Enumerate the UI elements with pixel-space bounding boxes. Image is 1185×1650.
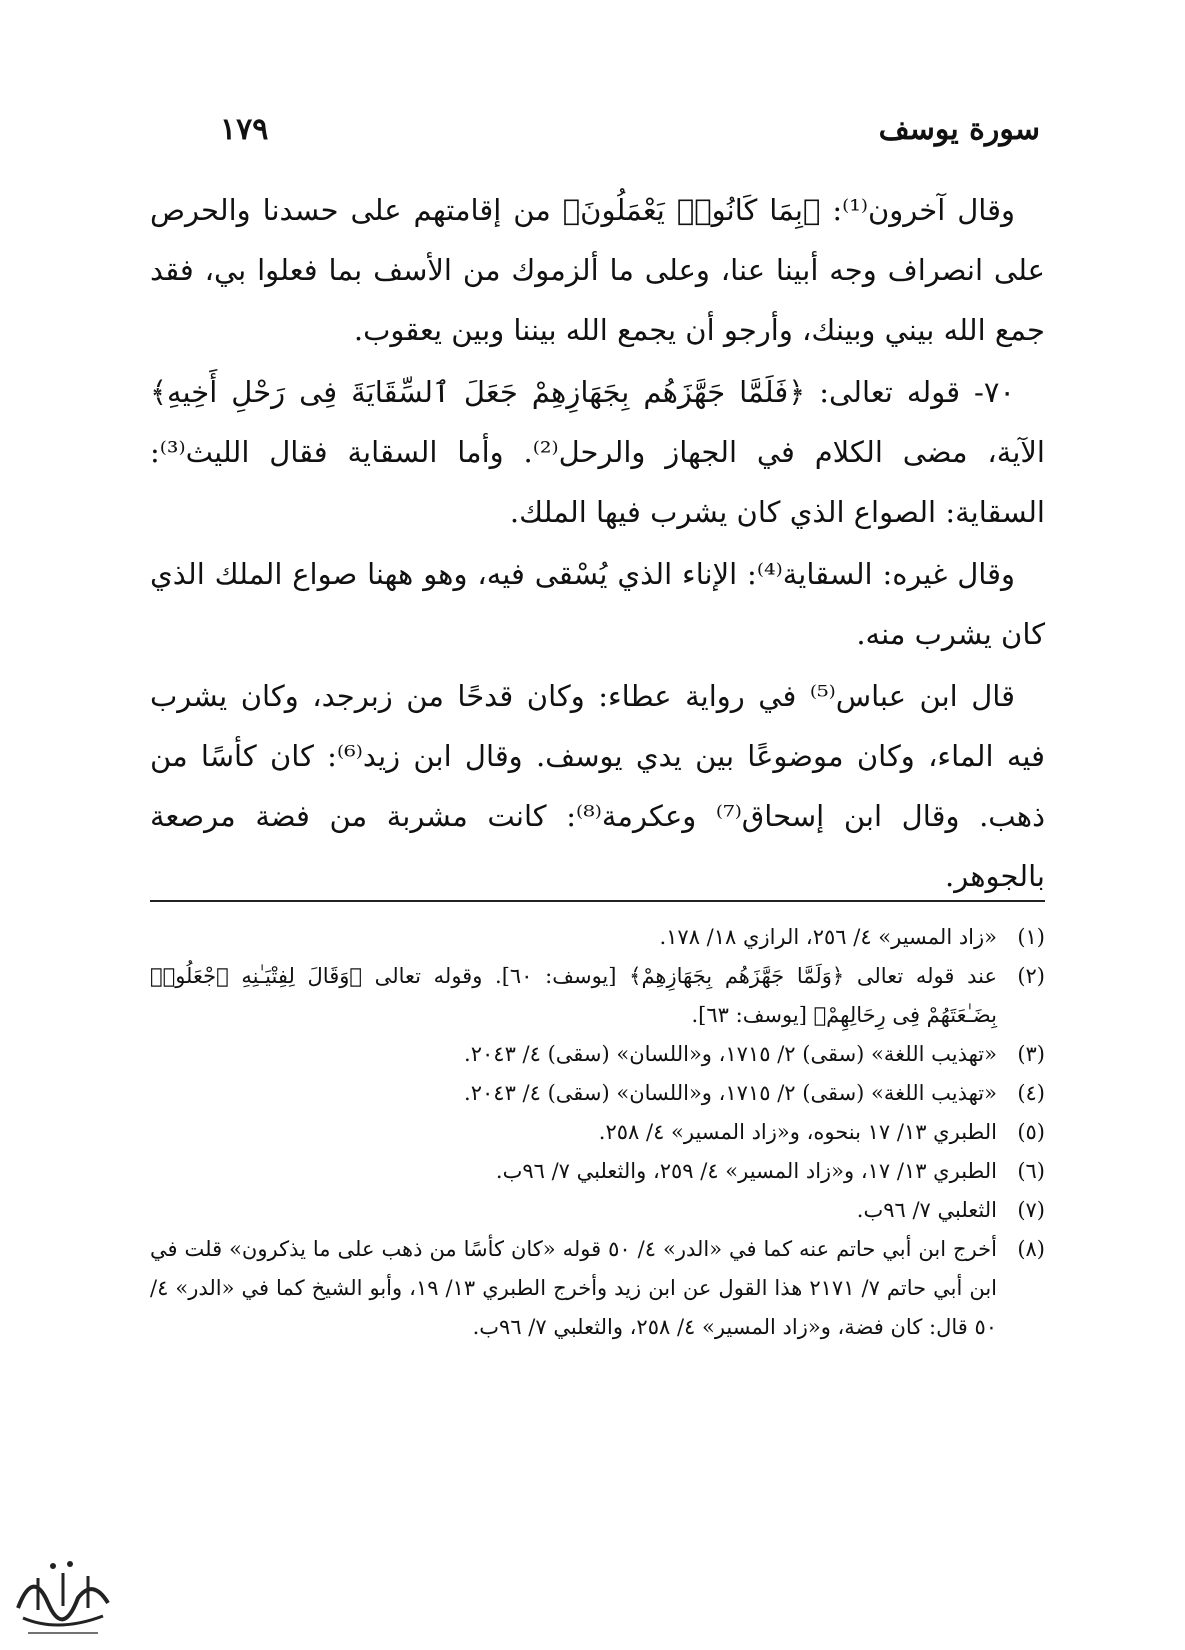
footnote-text: الطبري ١٣/ ١٧، و«زاد المسير» ٤/ ٢٥٩، والثعلبي ٧/ ٩٦ب. [495,1159,997,1183]
paragraph-1: وقال آخرون⁽¹⁾: ﴿بِمَا كَانُوا۟ يَعْمَلُونَ﴾ من إقامتهم على حسدنا والحرص على انصراف وجه أبينا عنا، وعلى ما ألزموك من الأسف بما فعلوا بي، فقد جمع الله بيني وبينك، وأرجو أن يجمع الله بيننا وبين يعقوب. [150,193,1045,347]
footnote-number: (٢) [1017,964,1045,988]
footnote-item [150,1113,1045,1152]
footnote-text: «زاد المسير» ٤/ ٢٥٦، الرازي ١٨/ ١٧٨. [659,925,997,949]
footnote-item [150,1191,1045,1230]
footnote-item [150,918,1045,957]
surah-title: سورة يوسف [878,112,1040,147]
footnote-text: الثعلبي ٧/ ٩٦ب. [856,1198,997,1222]
footnote-text: أخرج ابن أبي حاتم عنه كما في «الدر» ٤/ ٥٠ قوله «كان كأسًا من ذهب على ما يذكرون» قلت في ابن أبي حاتم ٧/ ٢١٧١ هذا القول عن ابن زيد وأخرج الطبري ١٣/ ١٩، وأبو الشيخ كما في «الدر» ٤/ ٥٠ قال: كان فضة، و«زاد المسير» ٤/ ٢٥٨، والثعلبي ٧/ ٩٦ب. [150,1237,998,1339]
footnote-text: الطبري ١٣/ ١٧ بنحوه، و«زاد المسير» ٤/ ٢٥٨. [598,1120,997,1144]
footnote-number: (٣) [1017,1042,1045,1066]
footnote-number: (٧) [1017,1198,1045,1222]
footnote-text: «تهذيب اللغة» (سقى) ٢/ ١٧١٥، و«اللسان» (سقى) ٤/ ٢٠٤٣. [464,1081,997,1105]
footnote-item [150,957,1045,1035]
page-number: ١٧٩ [220,112,269,147]
footnote-text: «تهذيب اللغة» (سقى) ٢/ ١٧١٥، و«اللسان» (سقى) ٤/ ٢٠٤٣. [464,1042,997,1066]
footnote-number: (٦) [1017,1159,1045,1183]
page-header [150,112,1040,162]
main-text [150,180,1045,908]
almoshahem-logo-icon [8,1548,118,1643]
footnote-number: (٥) [1017,1120,1045,1144]
footnote-text: عند قوله تعالى ﴿وَلَمَّا جَهَّزَهُم بِجَهَازِهِمْ﴾ [يوسف: ٦٠]. وقوله تعالى ﴿وَقَالَ لِفِتْيَـٰنِهِ ٱجْعَلُوا۟ بِضَـٰعَتَهُمْ فِى رِحَالِهِمْ﴾ [يوسف: ٦٣]. [150,964,997,1027]
paragraph-2: ٧٠- قوله تعالى: ﴿فَلَمَّا جَهَّزَهُم بِجَهَازِهِمْ جَعَلَ ٱلسِّقَايَةَ فِى رَحْلِ أَخِيهِ﴾ الآية، مضى الكلام في الجهاز والرحل⁽²⁾. وأما السقاية فقال الليث⁽³⁾: السقاية: الصواع الذي كان يشرب فيها الملك. [150,375,1045,529]
footnote-divider [150,900,1045,902]
paragraph-4: قال ابن عباس⁽⁵⁾ في رواية عطاء: وكان قدحًا من زبرجد، وكان يشرب فيه الماء، وكان موضوعًا بين يدي يوسف. وقال ابن زيد⁽⁶⁾: كان كأسًا من ذهب. وقال ابن إسحاق⁽⁷⁾ وعكرمة⁽⁸⁾: كانت مشربة من فضة مرصعة بالجوهر. [150,679,1046,893]
footnote-item [150,1152,1045,1191]
footnote-number: (٨) [1017,1237,1045,1261]
footnote-item [150,1074,1045,1113]
footnote-number: (١) [1017,925,1045,949]
footnote-item [150,1230,1045,1347]
footnote-number: (٤) [1017,1081,1045,1105]
footnote-item [150,1035,1045,1074]
paragraph-3: وقال غيره: السقاية⁽⁴⁾: الإناء الذي يُسْقى فيه، وهو ههنا صواع الملك الذي كان يشرب منه. [150,557,1045,651]
footnotes [150,918,1045,1347]
